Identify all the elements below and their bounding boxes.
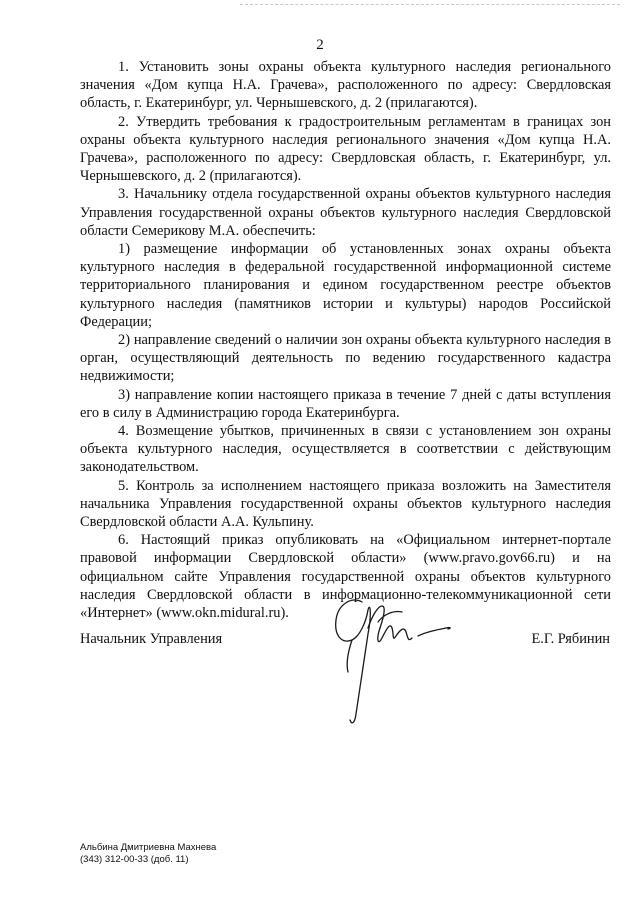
executor-info [80,842,216,866]
scan-top-edge [240,4,620,5]
page-number: 2 [316,37,324,53]
order-paragraph-5: 5. Контроль за исполнением настоящего приказа возложить на Заместителя начальника Управления государственной охраны объектов культурного наследия Свердловской области А.А. Кульпину. [80,477,611,531]
signer-name: Е.Г. Рябинин [531,631,610,647]
executor-name: Альбина Дмитриевна Махнева [80,842,217,853]
order-paragraph-2: 2. Утвердить требования к градостроительным регламентам в границах зон охраны объекта культурного наследия регионального значения «Дом купца Н.А. Грачева», расположенного по адресу: Свердловская область, г. Екатеринбург, ул. Чернышевского, д. 2 (прилагаются). [80,113,611,185]
signer-title: Начальник Управления [80,631,223,647]
executor-phone: (343) 312-00-33 (доб. 11) [80,854,189,865]
signature-icon [322,592,462,732]
order-body [80,58,611,622]
order-subparagraph-2: 2) направление сведений о наличии зон охраны объекта культурного наследия в орган, осуществляющий деятельность по ведению государственного кадастра недвижимости; [80,332,611,385]
order-subparagraph-1: 1) размещение информации об установленных зонах охраны объекта культурного наследия в федеральной государственной информационной системе территориального планирования и едином государственном реестре объектов культурного наследия (памятников истории и культуры) народов Российской Федерации; [80,241,611,330]
order-paragraph-3: 3. Начальнику отдела государственной охраны объектов культурного наследия Управления государственной охраны объектов культурного наследия Свердловской области Семерикову М.А. обеспечить: [80,186,611,239]
order-paragraph-6: 6. Настоящий приказ опубликовать на «Официальном интернет-портале правовой информации Свердловской области» (www.pravo.gov66.ru) и на официальном сайте Управления государственной охраны объектов культурного наследия Свердловской области в информационно-телекоммуникационной сети «Интернет» (www.okn.midural.ru). [80,532,611,622]
order-subparagraph-3: 3) направление копии настоящего приказа в течение 7 дней с даты вступления его в силу в Администрацию города Екатеринбурга. [80,386,611,421]
order-paragraph-4: 4. Возмещение убытков, причиненных в связи с установлением зон охраны объекта культурного наследия, осуществляется в соответствии с действующим законодательством. [80,423,611,476]
order-paragraph-1: 1. Установить зоны охраны объекта культурного наследия регионального значения «Дом купца Н.А. Грачева», расположенного по адресу: Свердловская область, г. Екатеринбург, ул. Чернышевского, д. 2 (прилагаются). [80,59,611,112]
